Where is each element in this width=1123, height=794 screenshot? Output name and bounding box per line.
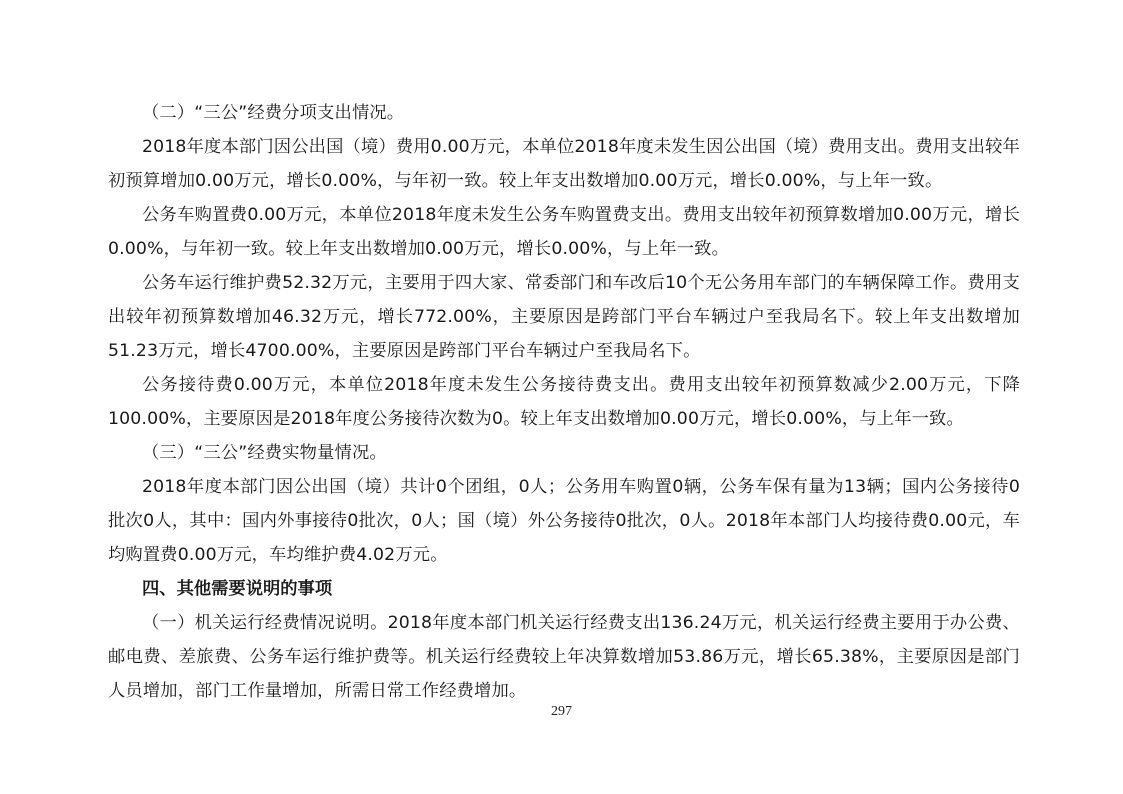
paragraph-overseas-travel: 2018年度本部门因公出国（境）费用0.00万元，本单位2018年度未发生因公出国（境）费用支出。费用支出较年初预算增加0.00万元，增长0.00%，与年初一致。较上年支出数增加0.00万元，增长0.00%，与上年一致。 [108,137,1020,191]
subheading-three-public-physical: （三）“三公”经费实物量情况。 [142,443,387,463]
paragraph-reception: 公务接待费0.00万元，本单位2018年度未发生公务接待费支出。费用支出较年初预算数减少2.00万元，下降100.00%，主要原因是2018年度公务接待次数为0。较上年支出数增加0.00万元，增长0.00%，与上年一致。 [108,375,1020,429]
section-heading-other-matters: 四、其他需要说明的事项 [142,579,333,599]
paragraph-operating-expenses: （一）机关运行经费情况说明。2018年度本部门机关运行经费支出136.24万元，机关运行经费主要用于办公费、邮电费、差旅费、公务车运行维护费等。机关运行经费较上年决算数增加53.86万元，增长65.38%，主要原因是部门人员增加，部门工作量增加，所需日常工作经费增加。 [108,613,1020,701]
document-body [108,96,1020,708]
paragraph-vehicle-maintenance: 公务车运行维护费52.32万元，主要用于四大家、常委部门和车改后10个无公务用车部门的车辆保障工作。费用支出较年初预算数增加46.32万元，增长772.00%，主要原因是跨部门平台车辆过户至我局名下。较上年支出数增加51.23万元，增长4700.00%，主要原因是跨部门平台车辆过户至我局名下。 [108,273,1020,361]
paragraph-physical-quantity: 2018年度本部门因公出国（境）共计0个团组，0人；公务用车购置0辆，公务车保有量为13辆；国内公务接待0批次0人，其中：国内外事接待0批次，0人；国（境）外公务接待0批次，0人。2018年本部门人均接待费0.00元，车均购置费0.00万元，车均维护费4.02万元。 [108,477,1020,565]
page-number: 297 [551,704,572,719]
paragraph-vehicle-purchase: 公务车购置费0.00万元，本单位2018年度未发生公务车购置费支出。费用支出较年初预算数增加0.00万元，增长0.00%，与年初一致。较上年支出数增加0.00万元，增长0.00%，与上年一致。 [108,205,1020,259]
subheading-three-public-breakdown: （二）“三公”经费分项支出情况。 [142,103,405,123]
